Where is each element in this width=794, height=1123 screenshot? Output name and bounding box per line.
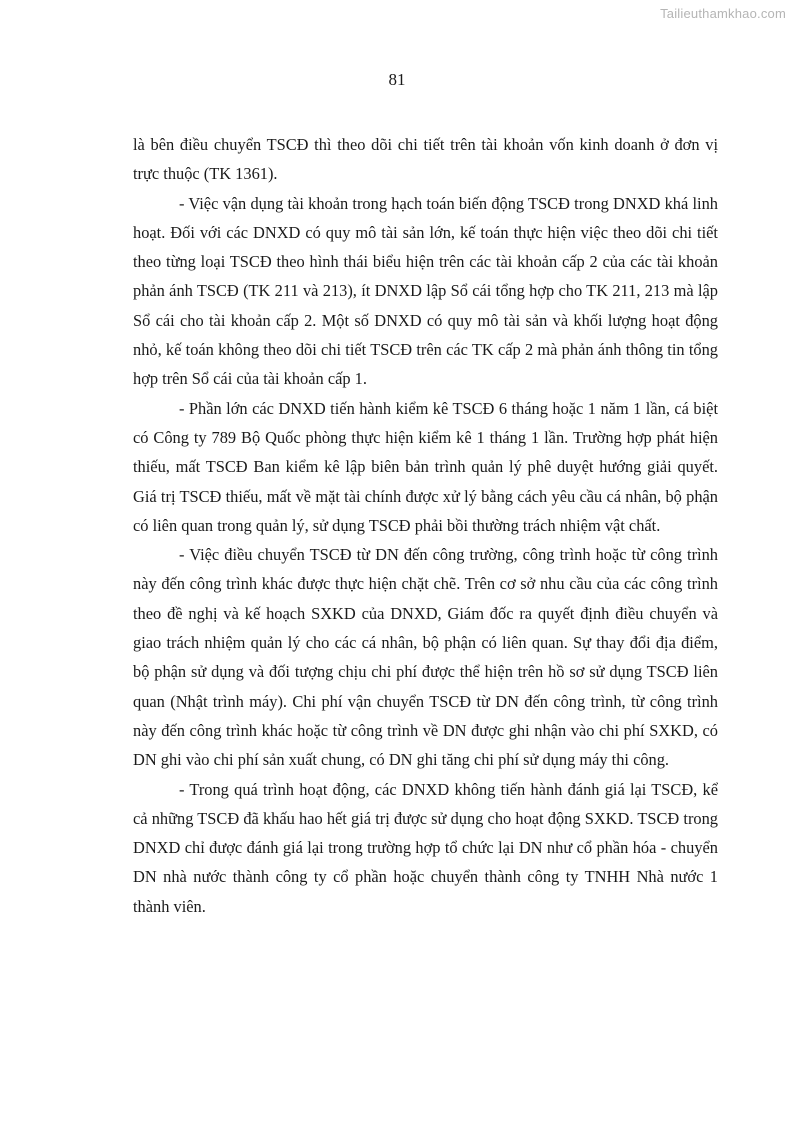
paragraph-inventory-check: - Phần lớn các DNXD tiến hành kiểm kê TSCĐ 6 tháng hoặc 1 năm 1 lần, cá biệt có Công ty 789 Bộ Quốc phòng thực hiện kiểm kê 1 tháng 1 lần. Trường hợp phát hiện thiếu, mất TSCĐ Ban kiểm kê lập biên bản trình quản lý phê duyệt hướng giải quyết. Giá trị TSCĐ thiếu, mất về mặt tài chính được xử lý bằng cách yêu cầu cá nhân, bộ phận có liên quan trong quản lý, sử dụng TSCĐ phải bồi thường trách nhiệm vật chất. [133,398,718,535]
paragraph-continuation: là bên điều chuyển TSCĐ thì theo dõi chi tiết trên tài khoản vốn kinh doanh ở đơn vị trực thuộc (TK 1361). [133,135,718,184]
document-body [133,130,718,921]
paragraph-asset-transfer: - Việc điều chuyển TSCĐ từ DN đến công trường, công trình hoặc từ công trình này đến công trình khác được thực hiện chặt chẽ. Trên cơ sở nhu cầu của các công trình theo đề nghị và kế hoạch SXKD của DNXD, Giám đốc ra quyết định điều chuyển và giao trách nhiệm quản lý cho các cá nhân, bộ phận có liên quan. Sự thay đổi địa điểm, bộ phận sử dụng và đối tượng chịu chi phí được thể hiện trên hồ sơ sử dụng TSCĐ liên quan (Nhật trình máy). Chi phí vận chuyển TSCĐ từ DN đến công trình, từ công trình này đến công trình khác hoặc từ công trình về DN được ghi nhận vào chi phí SXKD, có DN ghi vào chi phí sản xuất chung, có DN ghi tăng chi phí sử dụng máy thi công. [133,545,718,770]
paragraph-revaluation: - Trong quá trình hoạt động, các DNXD không tiến hành đánh giá lại TSCĐ, kể cả những TSCĐ đã khấu hao hết giá trị được sử dụng cho hoạt động SXKD. TSCĐ trong DNXD chỉ được đánh giá lại trong trường hợp tổ chức lại DN như cổ phần hóa - chuyển DN nhà nước thành công ty cổ phần hoặc chuyển thành công ty TNHH Nhà nước 1 thành viên. [133,779,718,916]
page-number: 81 [388,70,406,89]
watermark: Tailieuthamkhao.com [660,6,786,21]
paragraph-account-usage: - Việc vận dụng tài khoản trong hạch toán biến động TSCĐ trong DNXD khá linh hoạt. Đối với các DNXD có quy mô tài sản lớn, kế toán thực hiện việc theo dõi chi tiết theo từng loại TSCĐ theo hình thái biểu hiện trên các tài khoản cấp 2 của các tài khoản phản ánh TSCĐ (TK 211 và 213), ít DNXD lập Sổ cái tổng hợp cho TK 211, 213 mà lập Sổ cái cho tài khoản cấp 2. Một số DNXD có quy mô tài sản và khối lượng hoạt động nhỏ, kế toán không theo dõi chi tiết TSCĐ trên các TK cấp 2 mà phản ánh thông tin tổng hợp trên Sổ cái của tài khoản cấp 1. [133,193,718,389]
